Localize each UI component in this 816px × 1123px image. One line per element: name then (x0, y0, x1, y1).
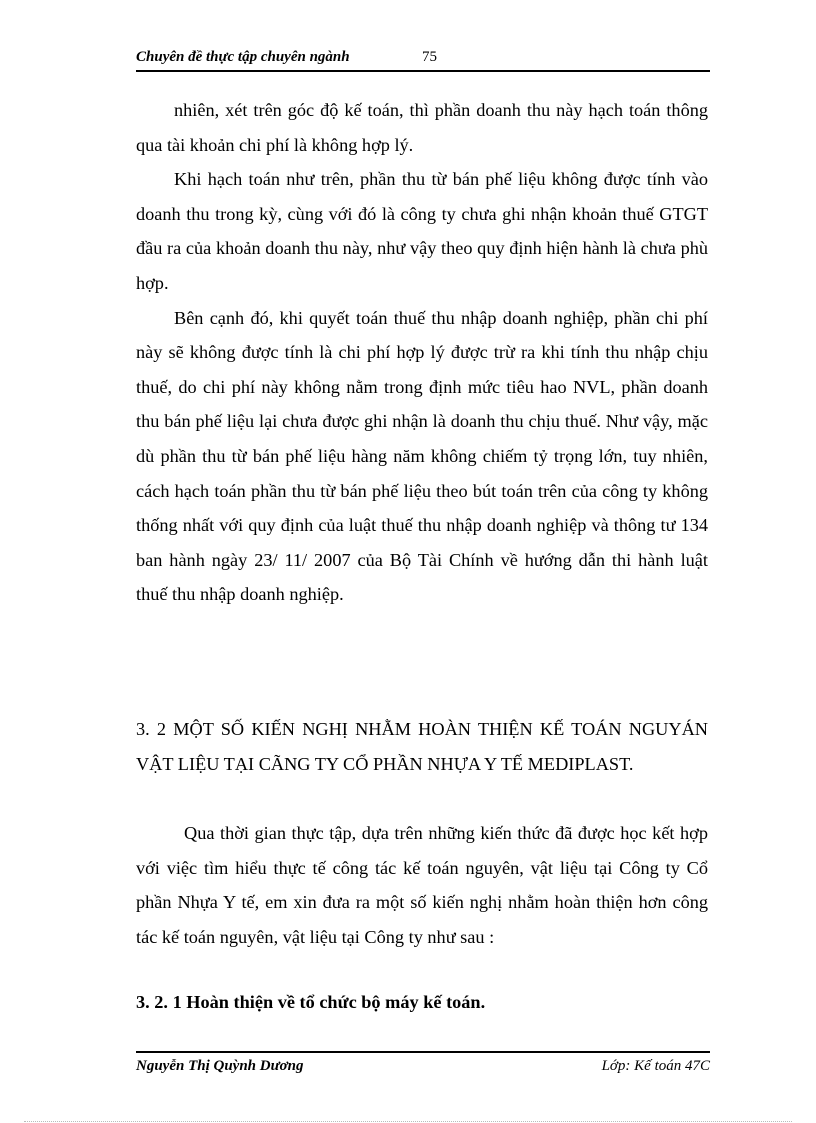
header-title: Chuyên đề thực tập chuyên ngành (136, 49, 350, 65)
paragraph-2: Khi hạch toán như trên, phần thu từ bán phế liệu không được tính vào doanh thu trong kỳ, cùng với đó là công ty chưa ghi nhận khoản thuế GTGT đầu ra của khoản doanh thu này, như vậy theo quy định hiện hành là chưa phù hợp. (136, 169, 708, 293)
section-heading: 3. 2 MỘT SỐ KIẾN NGHỊ NHẰM HOÀN THIỆN KẾ TOÁN NGUYÁN VẬT LIỆU TẠI CÃNG TY CỔ PHẦN NHỰA Y TẾ MEDIPLAST. (136, 719, 708, 774)
section-paragraph: Qua thời gian thực tập, dựa trên những kiến thức đã được học kết hợp với việc tìm hiểu thực tế công tác kế toán nguyên, vật liệu tại Công ty Cổ phần Nhựa Y tế, em xin đưa ra một số kiến nghị nhằm hoàn thiện hơn công tác kế toán nguyên, vật liệu tại Công ty như sau : (136, 823, 708, 947)
footer-author: Nguyễn Thị Quỳnh Dương (136, 1058, 304, 1074)
footer-class: Lớp: Kế toán 47C (601, 1058, 710, 1074)
section-body (136, 816, 708, 954)
page-number: 75 (422, 49, 437, 65)
page-footer (136, 1051, 710, 1079)
page-edge-divider (24, 1121, 792, 1122)
page-header (136, 48, 710, 72)
body-text (136, 93, 708, 612)
subsection-heading: 3. 2. 1 Hoàn thiện về tổ chức bộ máy kế toán. (136, 992, 486, 1012)
paragraph-1: nhiên, xét trên góc độ kế toán, thì phần doanh thu này hạch toán thông qua tài khoản chi phí là không hợp lý. (136, 100, 708, 155)
paragraph-3: Bên cạnh đó, khi quyết toán thuế thu nhập doanh nghiệp, phần chi phí này sẽ không được tính là chi phí hợp lý được trừ ra khi tính thu nhập chịu thuế, do chi phí này không nằm trong định mức tiêu hao NVL, phần doanh thu bán phế liệu lại chưa được ghi nhận là doanh thu chịu thuế. Như vậy, mặc dù phần thu từ bán phế liệu hàng năm không chiếm tỷ trọng lớn, tuy nhiên, cách hạch toán phần thu từ bán phế liệu theo bút toán trên của công ty không thống nhất với quy định của luật thuế thu nhập doanh nghiệp và thông tư 134 ban hành ngày 23/ 11/ 2007 của Bộ Tài Chính về hướng dẫn thi hành luật thuế thu nhập doanh nghiệp. (136, 307, 708, 605)
